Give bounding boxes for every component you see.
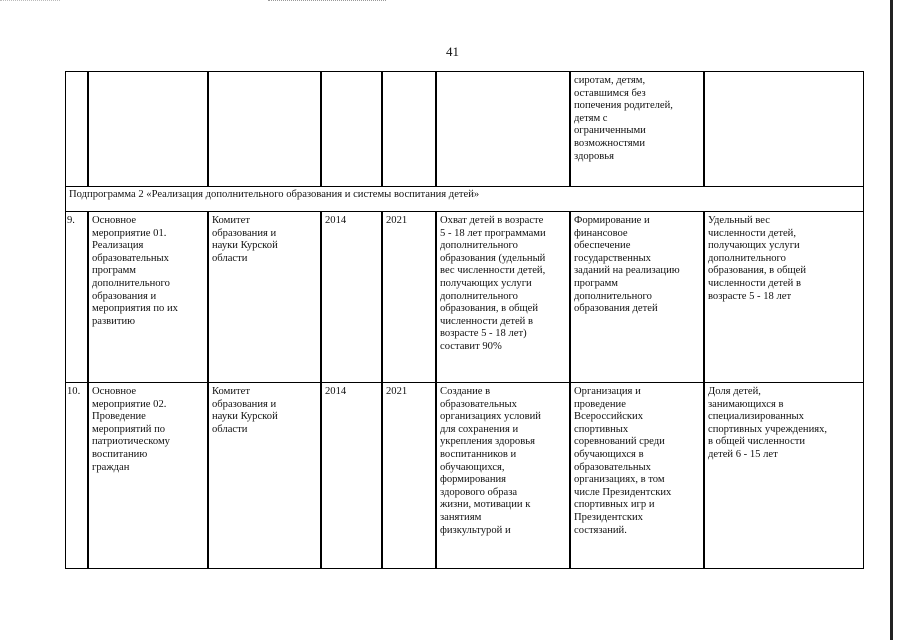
main-directions: Организация и проведение Всероссийских спортивных соревнований среди обучающихся в образовательных организациях, в том числе Президентских спортивных игр и Президентских состязаний. — [570, 383, 704, 569]
scan-artifact — [0, 0, 60, 4]
measure-name: Основное мероприятие 01. Реализация образовательных программ дополнительного образования и мероприятия по их развитию — [88, 212, 208, 383]
row-number: 10. — [65, 383, 88, 569]
main-directions: Формирование и финансовое обеспечение государственных заданий на реализацию программ дополнительного образования детей — [570, 212, 704, 383]
end-year: 2021 — [382, 212, 436, 383]
expected-result: Охват детей в возрасте 5 - 18 лет программами дополнительного образования (удельный вес численности детей, получающих услуги дополнительного образования, в общей численности детей в возрасте 5 - 18 лет) составит 90% — [436, 212, 570, 383]
end-year: 2021 — [382, 383, 436, 569]
start-year: 2014 — [321, 212, 382, 383]
measure-name: Основное мероприятие 02. Проведение мероприятий по патриотическому воспитанию граждан — [88, 383, 208, 569]
subprogram-heading: Подпрограмма 2 «Реализация дополнительного образования и системы воспитания детей» — [65, 187, 864, 212]
table-cell-start — [321, 71, 382, 187]
target-indicator: Удельный вес численности детей, получающих услуги дополнительного образования, в общей численности детей в возрасте 5 - 18 лет — [704, 212, 864, 383]
target-indicator: Доля детей, занимающихся в специализированных спортивных учреждениях, в общей численности детей 6 - 15 лет — [704, 383, 864, 569]
table-cell-directions: сиротам, детям, оставшимся без попечения родителей, детям с ограниченными возможностями здоровья — [570, 71, 704, 187]
scan-artifact — [268, 0, 386, 4]
table-cell-name — [88, 71, 208, 187]
table-cell-result — [436, 71, 570, 187]
executor: Комитет образования и науки Курской области — [208, 383, 321, 569]
expected-result: Создание в образовательных организациях условий для сохранения и укрепления здоровья воспитанников и обучающихся, формирования здорового образа жизни, мотивации к занятиям физкультурой и — [436, 383, 570, 569]
row-number: 9. — [65, 212, 88, 383]
executor: Комитет образования и науки Курской области — [208, 212, 321, 383]
table-cell-indicator — [704, 71, 864, 187]
page-number: 41 — [446, 44, 459, 59]
table-cell-end — [382, 71, 436, 187]
start-year: 2014 — [321, 383, 382, 569]
table-cell-executor — [208, 71, 321, 187]
table-cell-no — [65, 71, 88, 187]
page-edge-shadow — [890, 0, 893, 640]
